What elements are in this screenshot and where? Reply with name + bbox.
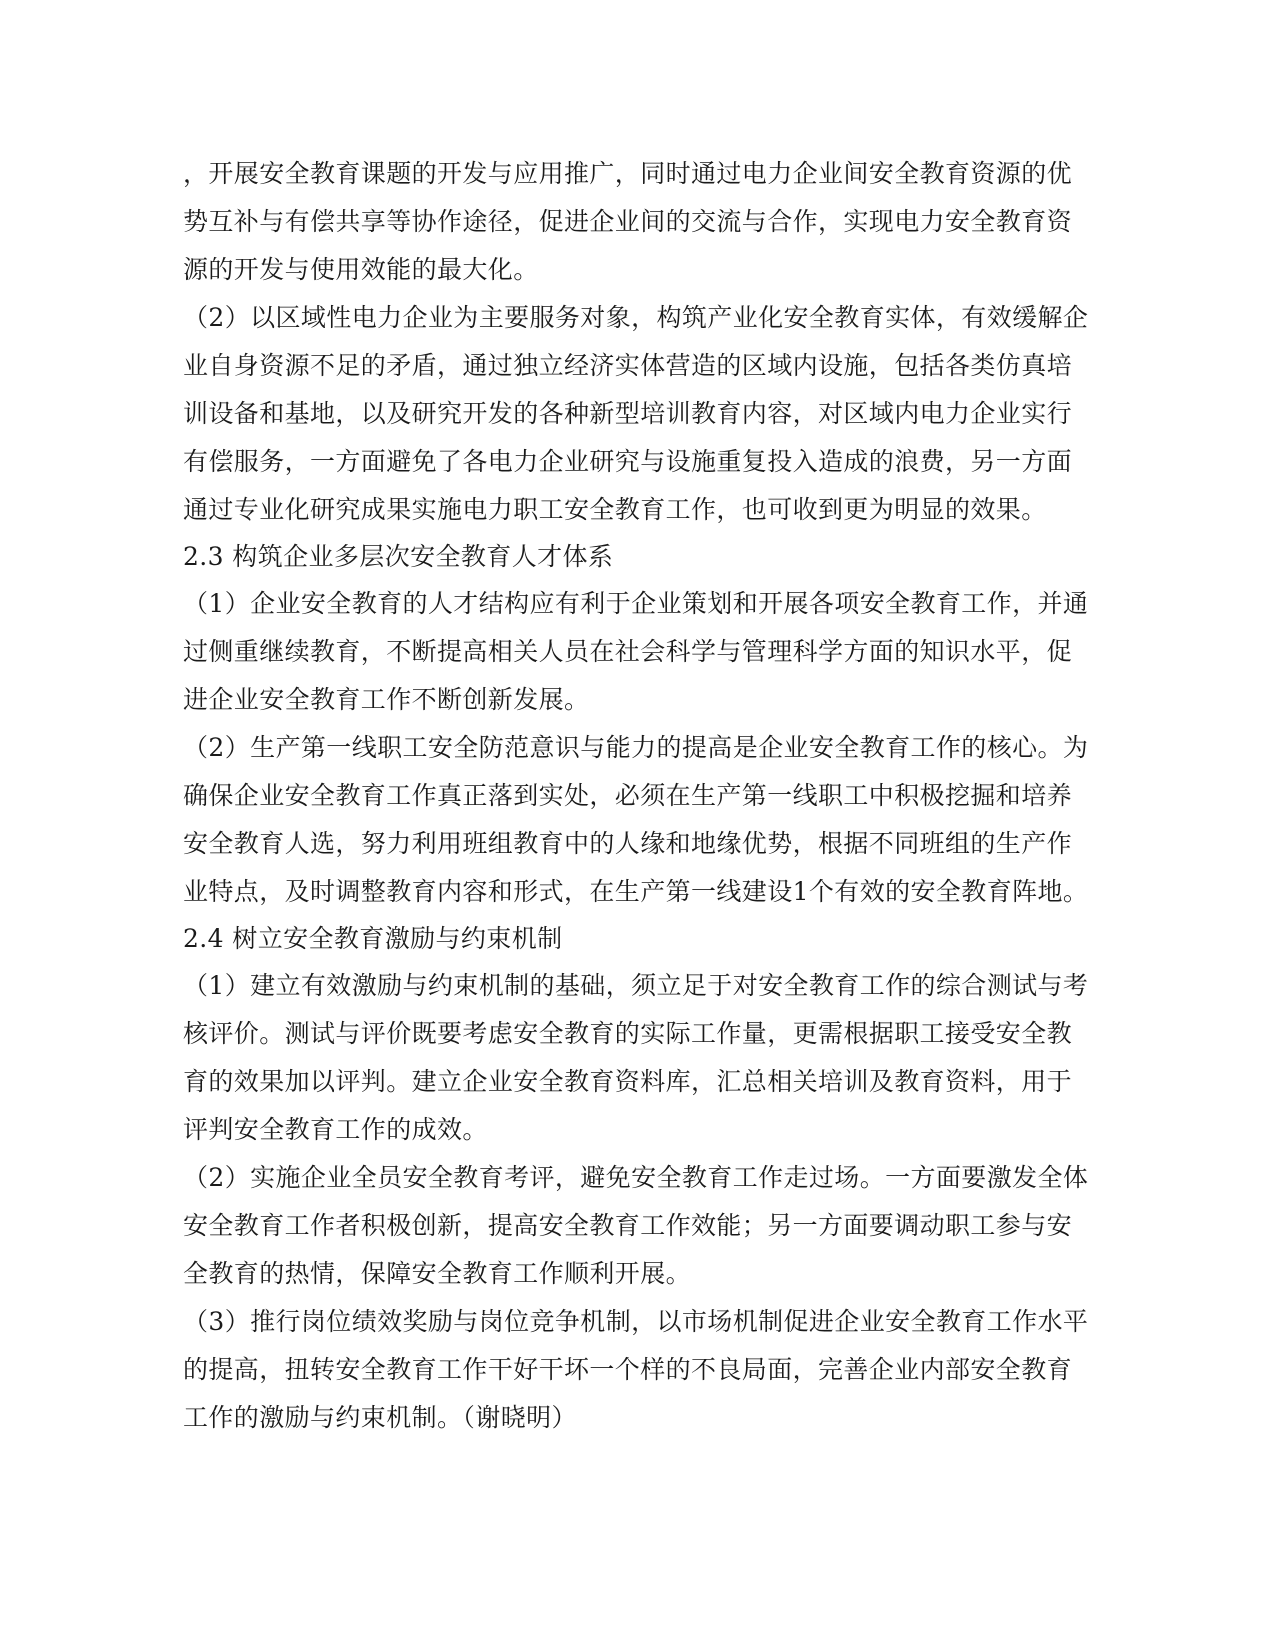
section-heading: 2.4 树立安全教育激励与约束机制 <box>183 924 563 953</box>
text-line: 源的开发与使用效能的最大化。 <box>183 255 539 284</box>
text-line: 安全教育工作者积极创新，提高安全教育工作效能；另一方面要调动职工参与安 <box>183 1211 1073 1240</box>
text-line: 安全教育人选，努力利用班组教育中的人缘和地缘优势，根据不同班组的生产作 <box>183 829 1073 858</box>
text-line: 进企业安全教育工作不断创新发展。 <box>183 685 590 714</box>
text-line: 势互补与有偿共享等协作途径，促进企业间的交流与合作，实现电力安全教育资 <box>183 207 1073 236</box>
text-line: 业自身资源不足的矛盾，通过独立经济实体营造的区域内设施，包括各类仿真培 <box>183 351 1073 380</box>
text-line: 育的效果加以评判。建立企业安全教育资料库，汇总相关培训及教育资料，用于 <box>183 1067 1073 1096</box>
text-line: 过侧重继续教育，不断提高相关人员在社会科学与管理科学方面的知识水平，促 <box>183 637 1073 666</box>
text-line: （2）生产第一线职工安全防范意识与能力的提高是企业安全教育工作的核心。为 <box>183 733 1089 762</box>
text-line: 评判安全教育工作的成效。 <box>183 1115 488 1144</box>
text-line: ，开展安全教育课题的开发与应用推广，同时通过电力企业间安全教育资源的优 <box>183 159 1073 188</box>
text-line: 工作的激励与约束机制。（谢晓明） <box>183 1403 577 1432</box>
text-line: 有偿服务，一方面避免了各电力企业研究与设施重复投入造成的浪费，另一方面 <box>183 447 1073 476</box>
text-line: （1）企业安全教育的人才结构应有利于企业策划和开展各项安全教育工作，并通 <box>183 589 1089 618</box>
text-line: 全教育的热情，保障安全教育工作顺利开展。 <box>183 1259 692 1288</box>
section-heading: 2.3 构筑企业多层次安全教育人才体系 <box>183 542 614 571</box>
text-line: 的提高，扭转安全教育工作干好干坏一个样的不良局面，完善企业内部安全教育 <box>183 1355 1073 1384</box>
text-line: （3）推行岗位绩效奖励与岗位竞争机制，以市场机制促进企业安全教育工作水平 <box>183 1307 1089 1336</box>
text-line: （1）建立有效激励与约束机制的基础，须立足于对安全教育工作的综合测试与考 <box>183 971 1089 1000</box>
text-line: 业特点，及时调整教育内容和形式，在生产第一线建设1个有效的安全教育阵地。 <box>183 877 1089 906</box>
text-line: 核评价。测试与评价既要考虑安全教育的实际工作量，更需根据职工接受安全教 <box>183 1019 1073 1048</box>
text-line: 训设备和基地，以及研究开发的各种新型培训教育内容，对区域内电力企业实行 <box>183 399 1073 428</box>
text-line: 确保企业安全教育工作真正落到实处，必须在生产第一线职工中积极挖掘和培养 <box>183 781 1073 810</box>
text-line: 通过专业化研究成果实施电力职工安全教育工作，也可收到更为明显的效果。 <box>183 495 1047 524</box>
text-line: （2）以区域性电力企业为主要服务对象，构筑产业化安全教育实体，有效缓解企 <box>183 303 1089 332</box>
document-body <box>183 150 1089 1442</box>
text-line: （2）实施企业全员安全教育考评，避免安全教育工作走过场。一方面要激发全体 <box>183 1163 1089 1192</box>
